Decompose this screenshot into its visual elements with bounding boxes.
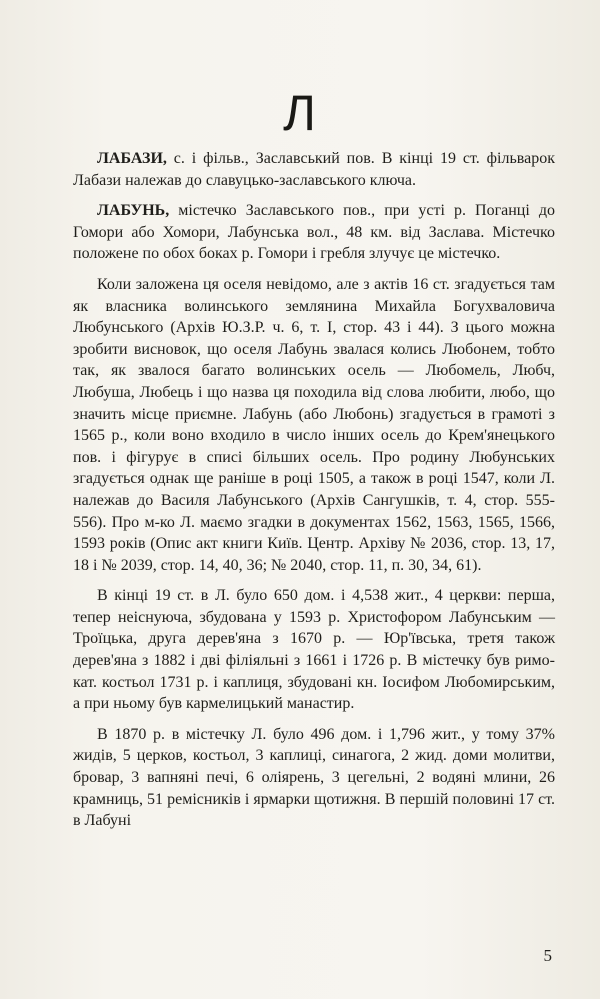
paragraph-1870: В 1870 р. в містечку Л. було 496 дом. і 1,796 жит., у тому 37% жидів, 5 церков, костьол, 3 каплиці, синагога, 2 жид. доми молитви, бровар, 3 вапняні печі, 6 оліярень, 3 цегельні, 2 водяні млини, 26 крамниць, 51 ремісників і ярмарки щотижня. В першій половині 17 ст. в Лабуні [73,725,555,830]
paragraph-19th-century: В кінці 19 ст. в Л. було 650 дом. і 4,538 жит., 4 церкви: перша, тепер неіснуюча, збудована у 1593 р. Христофором Лабунським — Троїцька, друга дерев'яна з 1670 р. — Юр'ївська, третя також дерев'яна з 1882 і дві філіяльні з 1661 і 1726 р. В містечку був римо-кат. костьол 1731 р. і каплиця, збудовані кн. Іосифом Любомирським, а при ньому був кармелицький манастир. [73,587,555,713]
entry-headword: ЛАБУНЬ, [97,202,170,220]
section-letter-heading: Л [283,85,317,141]
entry-labun [73,200,555,265]
entry-body: містечко Заславського пов., при усті р. Поганці до Гомори або Хомори, Лабунська вол., 48 км. від Заслава. Містечко положене по обох боках р. Гомори і гребля злучує це містечко. [73,202,555,263]
entry-headword: ЛАБАЗИ, [97,150,167,167]
page-number: 5 [543,946,552,965]
entry-body: с. і фільв., Заславський пов. В кінці 19 ст. фільварок Лабази належав до славуцько-заславського ключа. [73,150,555,189]
entry-labazy [73,148,555,191]
article-text [73,148,555,841]
paragraph-history: Коли заложена ця оселя невідомо, але з актів 16 ст. згадується там як власника волинського землянина Михайла Богухваловича Любунського (Архів Ю.З.Р. ч. 6, т. І, стор. 43 і 44). З цього можна зробити висновок, що оселя Лабунь звалася колись Любонем, тобто так, як звалося багато волинських осель — Любомель, Любч, Любуша, Любець і що назва ця походила від слова любити, любо, що значить місце приємне. Лабунь (або Любонь) згадується в грамоті з 1565 р., коли воно входило в число інших осель до Крем'янецького пов. і фігурує в списі більших осель. Про родину Любунських згадується однак ще раніше в році 1505, а також в році 1547, коли Л. належав до Василя Лабунського (Архів Сангушків, т. 4, стор. 555-556). Про м-ко Л. маємо згадки в документах 1562, 1563, 1565, 1566, 1593 років (Опис акт книги Київ. Центр. Архіву № 2036, стор. 13, 17, 18 і № 2039, стор. 14, 40, 36; № 2040, стор. 11, п. 30, 34, 61). [73,275,555,574]
